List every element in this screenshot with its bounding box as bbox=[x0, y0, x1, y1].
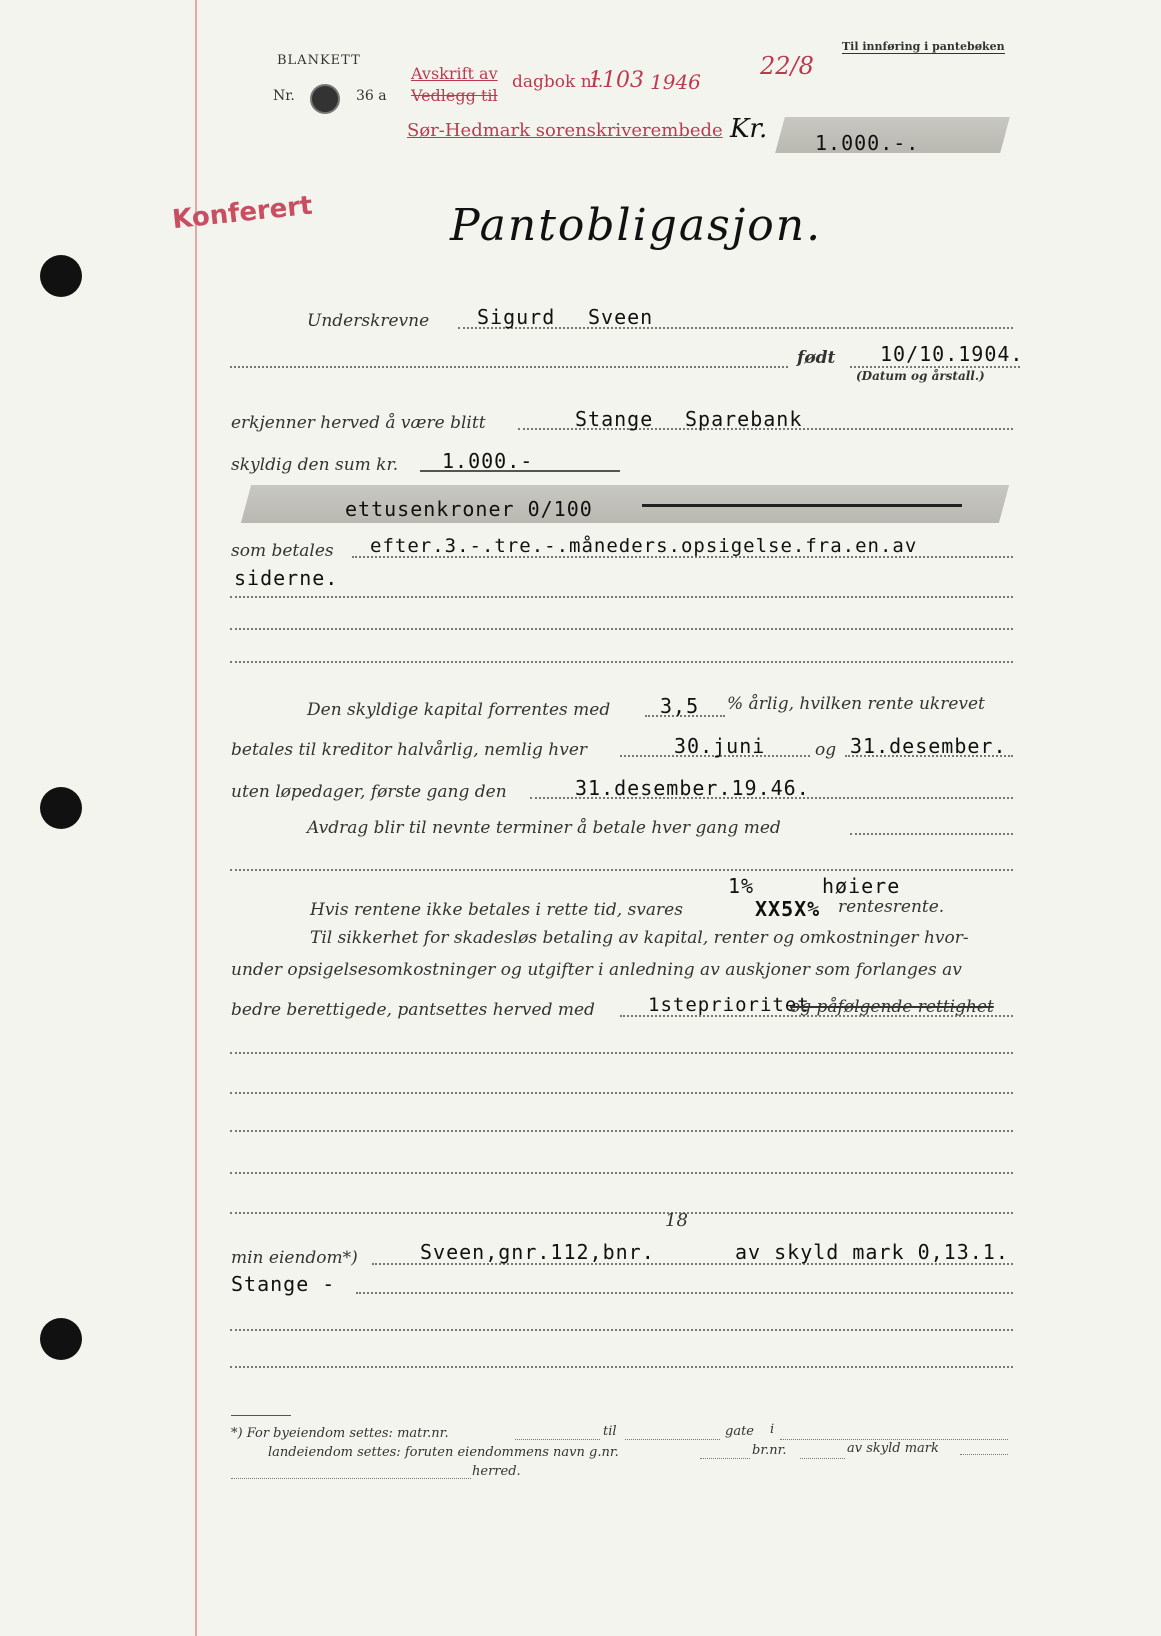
dotted-line bbox=[850, 366, 1020, 368]
dotted-line bbox=[850, 833, 1013, 835]
dotted-line bbox=[230, 1130, 1013, 1132]
erkj-value-2: Sparebank bbox=[685, 407, 803, 431]
eiendom-value-3: Stange - bbox=[231, 1272, 336, 1296]
rentene-xx: XX5X% bbox=[755, 897, 821, 921]
lopedager-value: 31.desember.19.46. bbox=[575, 776, 810, 800]
fodt-label: født bbox=[797, 348, 836, 368]
words-rule bbox=[642, 504, 962, 507]
kr-amount: 1.000.-. bbox=[815, 131, 920, 155]
dotted-line bbox=[230, 1052, 1013, 1054]
footnote-2b: br.nr. bbox=[752, 1443, 787, 1458]
footnote-1b: til bbox=[603, 1424, 617, 1439]
betales-label: som betales bbox=[231, 541, 334, 561]
kreditor-label: betales til kreditor halvårlig, nemlig hver bbox=[231, 740, 588, 760]
dotted-line bbox=[800, 1458, 845, 1459]
kr-label: Kr. bbox=[730, 114, 768, 144]
footnote-1c: gate bbox=[725, 1424, 754, 1439]
footnote-3: herred. bbox=[472, 1464, 521, 1479]
undersk-value-2: Sveen bbox=[588, 305, 654, 329]
eiendom-value: Sveen,gnr.112,bnr. bbox=[420, 1240, 655, 1264]
margin-rule bbox=[195, 0, 197, 1636]
rente-prefix: Den skyldige kapital forrentes med bbox=[307, 700, 611, 720]
dotted-line bbox=[700, 1458, 750, 1459]
footnote-2a: landeiendom settes: foruten eiendommens navn g.nr. bbox=[268, 1445, 619, 1460]
document-title: Pantobligasjon. bbox=[450, 200, 823, 251]
og-label: og bbox=[815, 740, 837, 760]
rentesrente-label: rentesrente. bbox=[838, 897, 945, 917]
amount-words: ettusenkroner 0/100 bbox=[345, 497, 593, 521]
dagbok-year: 1946 bbox=[650, 70, 701, 94]
dotted-line bbox=[230, 1366, 1013, 1368]
dotted-line bbox=[356, 1292, 1013, 1294]
rente-value: 3,5 bbox=[660, 694, 700, 718]
betales-value: efter.3.-.tre.-.måneders.opsigelse.fra.en.av bbox=[370, 535, 918, 557]
kreditor-date-1: 30.juni bbox=[674, 734, 766, 758]
fodt-note: (Datum og årstall.) bbox=[856, 369, 985, 383]
dotted-line bbox=[230, 366, 788, 368]
betales-value-2: siderne. bbox=[234, 566, 339, 590]
sikkerhet-struck: og påfølgende rettighet bbox=[790, 997, 994, 1017]
dagbok-label: dagbok nr. bbox=[512, 72, 604, 92]
dotted-line bbox=[231, 1478, 471, 1479]
dotted-line bbox=[625, 1439, 720, 1440]
punch-hole bbox=[40, 787, 82, 829]
skyldig-label: skyldig den sum kr. bbox=[231, 455, 399, 475]
avskrift-label: Avskrift av bbox=[411, 64, 498, 83]
dotted-line bbox=[230, 1172, 1013, 1174]
office-name: Sør-Hedmark sorenskriverembede bbox=[407, 120, 723, 141]
dagbok-number: 1103 bbox=[588, 68, 644, 93]
fodt-value: 10/10.1904. bbox=[880, 342, 1024, 366]
hoiere-label: høiere bbox=[822, 874, 901, 898]
footnote-rule bbox=[231, 1415, 291, 1416]
date-note: 22/8 bbox=[760, 52, 814, 80]
sikkerhet-priority: 1steprioritet bbox=[648, 994, 810, 1016]
rentene-label: Hvis rentene ikke betales i rette tid, svares bbox=[310, 900, 683, 920]
rente-suffix: % årlig, hvilken rente ukrevet bbox=[727, 694, 985, 714]
footnote-1a: *) For byeiendom settes: matr.nr. bbox=[231, 1426, 449, 1441]
avdrag-label: Avdrag blir til nevnte terminer å betale hver gang med bbox=[307, 818, 781, 838]
form-nr-value: 36 a bbox=[356, 88, 387, 104]
sikkerhet-line-2: under opsigelsesomkostninger og utgifter i anledning av auskjoner som forlanges av bbox=[231, 960, 962, 980]
crown-seal-icon bbox=[310, 84, 340, 114]
erkj-label: erkjenner herved å være blitt bbox=[231, 413, 486, 433]
dotted-line bbox=[230, 628, 1013, 630]
dotted-line bbox=[230, 1212, 1013, 1214]
form-blankett: BLANKETT bbox=[277, 53, 361, 68]
punch-hole bbox=[40, 255, 82, 297]
sikkerhet-line-1: Til sikkerhet for skadesløs betaling av kapital, renter og omkostninger hvor- bbox=[310, 928, 969, 948]
dotted-line bbox=[230, 1092, 1013, 1094]
undersk-value: Sigurd bbox=[477, 305, 556, 329]
undersk-label: Underskrevne bbox=[307, 311, 430, 331]
dotted-line bbox=[780, 1439, 1008, 1440]
dotted-line bbox=[230, 869, 1013, 871]
top-right-note: Til innføring i pantebøken bbox=[842, 40, 1005, 53]
konferert-stamp: Konferert bbox=[170, 190, 314, 236]
eiendom-value-2: av skyld mark 0,13.1. bbox=[735, 1240, 1009, 1264]
erkj-value: Stange bbox=[575, 407, 654, 431]
dotted-line bbox=[230, 596, 1013, 598]
form-nr-label: Nr. bbox=[273, 88, 295, 104]
punch-hole bbox=[40, 1318, 82, 1360]
dotted-line bbox=[515, 1439, 600, 1440]
vedlegg-label: Vedlegg til bbox=[411, 86, 498, 105]
dotted-line bbox=[230, 661, 1013, 663]
kreditor-date-2: 31.desember. bbox=[850, 734, 1007, 758]
rentene-pct: 1% bbox=[728, 874, 755, 898]
dotted-line bbox=[960, 1454, 1008, 1455]
eiendom-label: min eiendom*) bbox=[231, 1248, 358, 1268]
lopedager-label: uten løpedager, første gang den bbox=[231, 782, 507, 802]
footnote-1d: i bbox=[770, 1422, 775, 1437]
sikkerhet-line-3-label: bedre berettigede, pantsettes herved med bbox=[231, 1000, 595, 1020]
dotted-line bbox=[230, 1329, 1013, 1331]
skyldig-value: 1.000.- bbox=[442, 449, 534, 473]
eiendom-bnr-note: 18 bbox=[665, 1210, 688, 1231]
footnote-2c: av skyld mark bbox=[847, 1441, 939, 1456]
